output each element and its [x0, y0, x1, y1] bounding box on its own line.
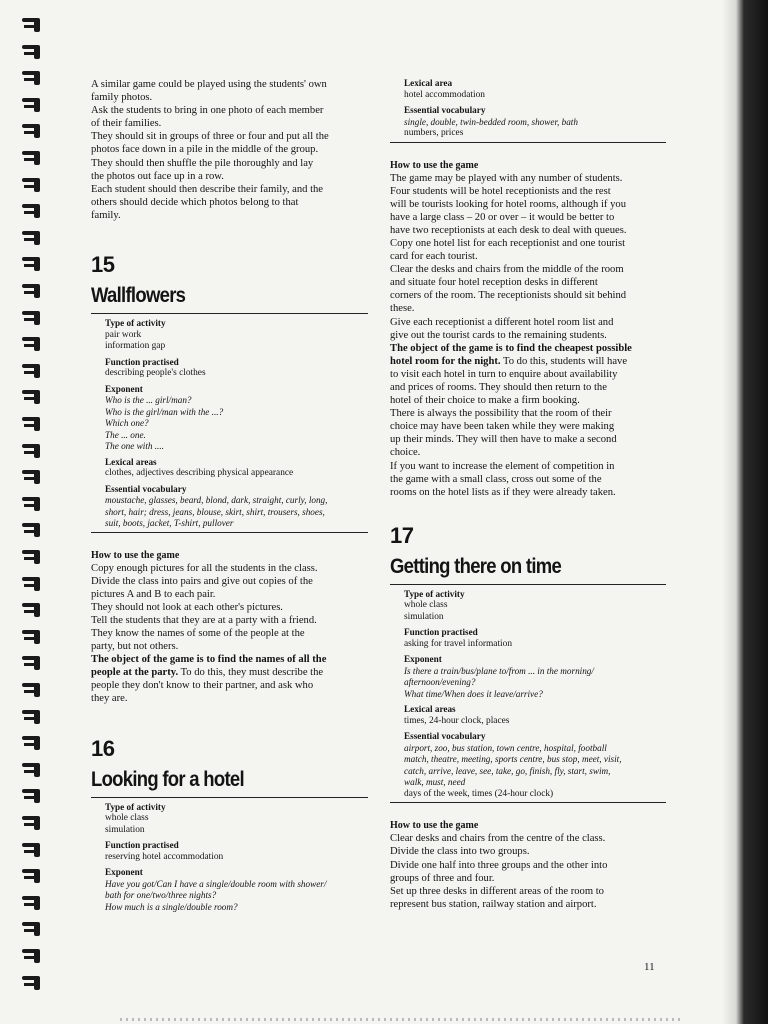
lexical-value: times, 24-hour clock, places	[404, 715, 510, 726]
binding-ring	[22, 231, 44, 245]
binding-ring	[22, 710, 44, 724]
vocabulary-value: moustache, glasses, beard, blond, dark, straight, curly, long,	[105, 495, 328, 506]
game-number-16: 16	[91, 735, 115, 761]
exponent-value: bath for one/two/three nights?	[105, 890, 217, 901]
vocabulary-value: walk, must, need	[404, 777, 466, 788]
type-value: information gap	[105, 341, 166, 352]
binding-ring	[22, 550, 44, 564]
objective-bold: hotel room for the night.	[390, 355, 501, 367]
body-line: The game may be played with any number of students.	[390, 172, 623, 184]
page-number: 11	[644, 961, 655, 973]
binding-ring	[22, 204, 44, 218]
intro-line: the photos out face up in a row.	[91, 170, 224, 182]
how-to-use-body	[390, 832, 666, 911]
vocabulary-value: suit, boots, jacket, T-shirt, pullover	[105, 518, 234, 529]
vocabulary-label: Essential vocabulary	[404, 731, 486, 742]
exponent-value: afternoon/evening?	[404, 677, 476, 688]
game-title-looking-for-a-hotel: Looking for a hotel	[91, 767, 244, 791]
body-line: to visit each hotel in turn to enquire about availability	[390, 368, 618, 380]
type-label: Type of activity	[404, 588, 465, 599]
binding-ring	[22, 98, 44, 112]
game-16-info-continued	[390, 78, 666, 140]
binding-ring	[22, 390, 44, 404]
binding-ring	[22, 18, 44, 32]
binding-ring	[22, 896, 44, 910]
body-line: will be tourists looking for hotel rooms, although if you	[390, 198, 626, 210]
body-line: hotel of their choice to make a firm booking.	[390, 395, 580, 407]
body-line	[390, 355, 666, 368]
body-line: have a large class – 20 or over – it would be better to	[390, 211, 615, 223]
body-line: have two receptionists at each desk to deal with queues.	[390, 224, 627, 236]
how-to-use-heading: How to use the game	[390, 159, 479, 171]
binding-ring	[22, 843, 44, 857]
exponent-value: Who is the ... girl/man?	[105, 395, 192, 406]
binding-ring	[22, 976, 44, 990]
objective-bold: The object of the game is to find the names of all the	[91, 654, 327, 666]
body-text: To do this, students will have	[500, 355, 628, 367]
intro-line: Ask the students to bring in one photo of each member	[91, 105, 324, 117]
body-line: corners of the room. The receptionists should sit behind	[390, 290, 627, 302]
body-line: people they don't know to their partner, and ask who	[91, 680, 314, 692]
body-line: represent bus station, railway station and airport.	[390, 898, 597, 910]
vocabulary-value: catch, arrive, leave, see, take, go, finish, fly, start, swim,	[404, 765, 611, 776]
exponent-value: Is there a train/bus/plane to/from ... in the morning/	[404, 665, 594, 676]
exponent-value: The ... one.	[105, 429, 146, 440]
vocabulary-value: single, double, twin-bedded room, shower, bath	[404, 116, 578, 127]
objective-bold: The object of the game is to find the cheapest possible	[390, 342, 632, 354]
binding-ring	[22, 763, 44, 777]
binding-ring	[22, 603, 44, 617]
binding-ring	[22, 284, 44, 298]
exponent-value: How much is a single/double room?	[105, 901, 238, 912]
how-to-use-heading: How to use the game	[91, 549, 180, 561]
body-line: Give each receptionist a different hotel room list and	[390, 316, 614, 328]
binding-ring	[22, 789, 44, 803]
body-line	[91, 653, 368, 666]
binding-ring	[22, 683, 44, 697]
body-line: these.	[390, 303, 415, 315]
function-label: Function practised	[105, 356, 179, 367]
intro-line: photos face down in a pile in the middle of the group.	[91, 144, 319, 156]
binding-ring	[22, 922, 44, 936]
binding-ring	[22, 311, 44, 325]
binding-ring	[22, 577, 44, 591]
binding-ring	[22, 656, 44, 670]
binding-ring	[22, 869, 44, 883]
body-line: If you want to increase the element of competition in	[390, 460, 615, 472]
function-label: Function practised	[404, 627, 478, 638]
body-line: choice.	[390, 447, 421, 459]
binding-ring	[22, 124, 44, 138]
function-label: Function practised	[105, 840, 179, 851]
binding-ring	[22, 71, 44, 85]
intro-paragraph	[91, 78, 368, 222]
body-line: and situate four hotel reception desks in different	[390, 277, 598, 289]
exponent-label: Exponent	[404, 654, 442, 665]
body-line: They know the names of some of the people at the	[91, 628, 305, 639]
how-to-use-body	[91, 562, 368, 706]
binding-ring	[22, 417, 44, 431]
body-line: card for each tourist.	[390, 251, 478, 263]
body-line: Four students will be hotel receptionists and the rest	[390, 185, 611, 197]
body-line: Divide one half into three groups and the other into	[390, 859, 608, 871]
intro-line: of their families.	[91, 118, 162, 130]
binding-ring	[22, 816, 44, 830]
body-line: choice may have been taken while they were making	[390, 421, 615, 433]
left-column	[91, 78, 368, 917]
game-number-15: 15	[91, 252, 115, 278]
body-line: Set up three desks in different areas of the room to	[390, 885, 604, 897]
how-to-use-body	[390, 172, 666, 499]
exponent-value: The one with ....	[105, 441, 164, 452]
function-value: asking for travel information	[404, 638, 513, 649]
body-line: the game with a small class, cross out some of the	[390, 473, 602, 485]
lexical-label: Lexical area	[404, 78, 453, 88]
exponent-value: Which one?	[105, 418, 149, 429]
exponent-value: Who is the girl/man with the ...?	[105, 406, 224, 417]
page-edge-shadow	[722, 0, 768, 1024]
lexical-value: hotel accommodation	[404, 89, 485, 100]
binding-ring	[22, 497, 44, 511]
lexical-label: Lexical areas	[404, 704, 456, 715]
body-line	[390, 342, 666, 355]
game-17-info-box	[390, 589, 666, 801]
body-line: They should not look at each other's pictures.	[91, 601, 283, 613]
vocabulary-label: Essential vocabulary	[404, 105, 486, 115]
binding-ring	[22, 470, 44, 484]
body-line: and prices of rooms. They should then return to the	[390, 382, 607, 393]
vocabulary-label: Essential vocabulary	[105, 483, 187, 494]
vocabulary-value: days of the week, times (24-hour clock)	[404, 788, 554, 799]
function-value: reserving hotel accommodation	[105, 851, 224, 862]
vocabulary-value: airport, zoo, bus station, town centre, hospital, football	[404, 742, 607, 753]
game-16-info-box	[91, 802, 368, 914]
type-value: whole class	[105, 813, 149, 824]
body-text: To do this, they must describe the	[178, 667, 324, 679]
lexical-label: Lexical areas	[105, 456, 157, 467]
body-line: up their minds. They will then have to make a second	[390, 434, 617, 446]
body-line: Clear the desks and chairs from the middle of the room	[390, 264, 624, 276]
function-value: describing people's clothes	[105, 368, 206, 379]
binding-ring	[22, 630, 44, 644]
binding-ring	[22, 364, 44, 378]
binding-ring	[22, 444, 44, 458]
body-line: Clear desks and chairs from the centre of the class.	[390, 833, 606, 845]
body-line: they are.	[91, 693, 128, 705]
body-line: groups of three and four.	[390, 872, 495, 884]
binding-ring	[22, 337, 44, 351]
exponent-value: Have you got/Can I have a single/double room with shower/	[105, 878, 327, 889]
body-line: Divide the class into pairs and give out copies of the	[91, 575, 313, 587]
body-line: There is always the possibility that the room of their	[390, 408, 612, 420]
intro-line: Each student should then describe their family, and the	[91, 183, 324, 195]
scan-edge	[120, 1018, 680, 1021]
binding-ring	[22, 178, 44, 192]
type-label: Type of activity	[105, 801, 166, 812]
game-15-info-box	[91, 318, 368, 530]
intro-line: others should decide which photos belong to that	[91, 196, 299, 208]
intro-line: They should sit in groups of three or four and put all the	[91, 131, 329, 143]
body-line: Tell the students that they are at a party with a friend.	[91, 614, 317, 626]
body-line: Copy one hotel list for each receptionist and one tourist	[390, 237, 626, 249]
binding-ring	[22, 949, 44, 963]
binding-ring	[22, 151, 44, 165]
vocabulary-value: match, theatre, meeting, sports centre, bus stop, meet, visit,	[404, 754, 622, 765]
binding-ring	[22, 736, 44, 750]
how-to-use-heading: How to use the game	[390, 820, 479, 832]
game-number-17: 17	[390, 522, 414, 548]
exponent-value: What time/When does it leave/arrive?	[404, 688, 543, 699]
exponent-label: Exponent	[105, 867, 143, 878]
body-line: party, but not others.	[91, 641, 179, 653]
right-column	[390, 78, 666, 911]
body-line: give out the tourist cards to the remaining students.	[390, 329, 607, 341]
vocabulary-value: numbers, prices	[404, 128, 464, 138]
intro-line: They should then shuffle the pile thoroughly and lay	[91, 157, 314, 169]
type-value: pair work	[105, 329, 142, 340]
intro-line: A similar game could be played using the students' own	[91, 79, 327, 90]
game-title-wallflowers: Wallflowers	[91, 284, 186, 308]
body-line: rooms on the hotel lists as if they were already taken.	[390, 486, 616, 498]
binding-ring	[22, 45, 44, 59]
binding-ring	[22, 523, 44, 537]
intro-line: family.	[91, 209, 121, 221]
body-line: Copy enough pictures for all the students in the class.	[91, 562, 318, 574]
type-value: whole class	[404, 600, 448, 611]
binding-ring	[22, 257, 44, 271]
objective-bold: people at the party.	[91, 667, 179, 679]
game-title-getting-there-on-time: Getting there on time	[390, 554, 562, 578]
body-line: Divide the class into two groups.	[390, 846, 530, 858]
type-value: simulation	[105, 824, 145, 835]
type-value: simulation	[404, 611, 444, 622]
type-label: Type of activity	[105, 318, 166, 329]
body-line: pictures A and B to each pair.	[91, 588, 216, 600]
vocabulary-value: short, hair; dress, jeans, blouse, skirt, shirt, trousers, shoes,	[105, 506, 325, 517]
exponent-label: Exponent	[105, 383, 143, 394]
lexical-value: clothes, adjectives describing physical appearance	[105, 468, 294, 479]
body-line	[91, 666, 368, 679]
intro-line: family photos.	[91, 92, 153, 104]
